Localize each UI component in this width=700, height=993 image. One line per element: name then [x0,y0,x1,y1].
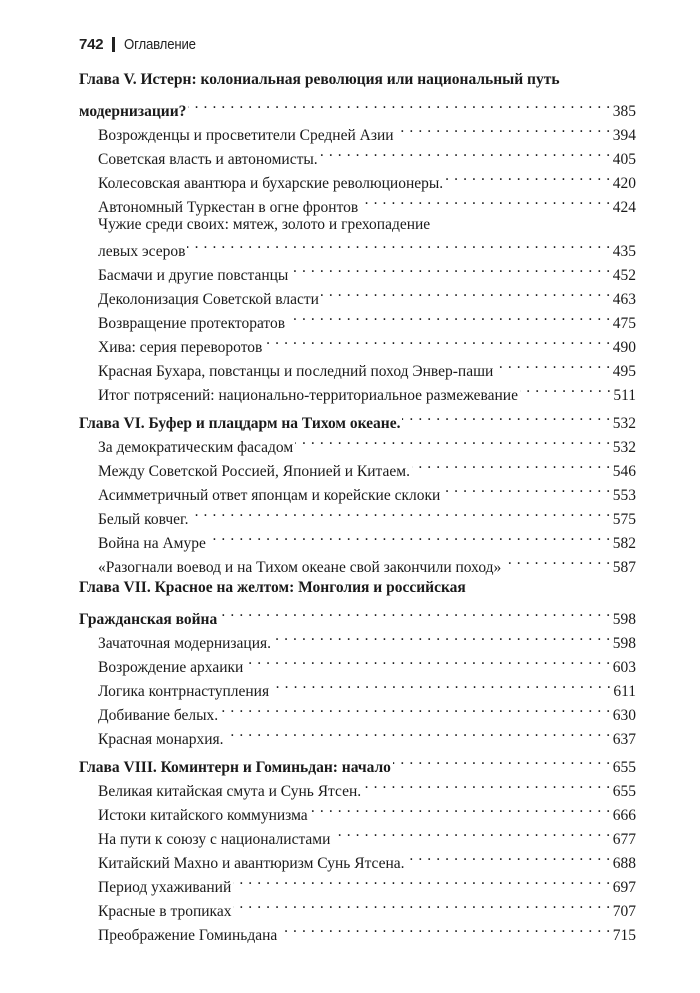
entry-title: Возрожденцы и просветители Средней Азии [98,127,394,144]
dot-leader [295,428,611,452]
entry-title: Война на Амуре [98,535,206,552]
dot-leader [220,696,611,720]
entry-page-number: 688 [612,855,636,872]
dot-leader [190,500,610,524]
header-separator [112,37,115,52]
section-title: Оглавление [123,36,196,53]
entry-title: Китайский Махно и авантюризм Сунь Ятсена. [98,855,405,872]
entry-title: За демократическим фасадом [98,439,294,456]
entry-page-number: 707 [612,903,636,920]
entry-title: Красная монархия. [98,731,224,748]
entry-page-number: 575 [612,511,636,528]
entry-title: Деколонизация Советской власти [98,291,319,308]
entry-title: Добивание белых. [98,707,219,724]
entry-page-number: 394 [612,127,636,144]
entry-title: Хива: серия переворотов [98,339,263,356]
entry-title: Басмачи и другие повстанцы [98,267,289,284]
chapter-heading[interactable] [79,576,636,600]
entry-title: Между Советской Россией, Японией и Китаем. [98,463,410,480]
entry-page-number: 495 [612,363,636,380]
entry-page-number: 511 [613,387,636,404]
dot-leader [412,452,611,476]
entry-title: Колесовская авантюра и бухарские революционеры. [98,175,444,192]
dot-leader [226,720,611,744]
entry-page-number: 424 [612,199,636,216]
entry-title: Красная Бухара, повстанцы и последний поход Энвер-паши [98,363,494,380]
dot-leader [287,304,611,328]
entry-page-number: 532 [612,439,636,456]
entry-title: Асимметричный ответ японцам и корейские склоки [98,487,441,504]
entry-title: Гражданская война [79,611,218,628]
dot-leader [320,140,611,164]
dot-leader [219,600,611,624]
dot-leader [233,868,611,892]
dot-leader [363,772,611,796]
entry-page-number: 532 [612,415,636,432]
entry-page-number: 715 [612,927,636,944]
entry-page-number: 655 [612,759,636,776]
entry-page-number: 435 [612,243,636,260]
section-title-line1: Чужие среди своих: мятеж, золото и грехопадение [98,216,431,233]
dot-leader [310,796,611,820]
dot-leader [495,352,610,376]
dot-leader [208,524,611,548]
dot-leader [233,892,610,916]
dot-leader [321,280,611,304]
entry-title: Возвращение протекторатов [98,315,286,332]
chapter-heading-line2[interactable] [79,92,636,120]
entry-page-number: 677 [612,831,636,848]
entry-page-number: 598 [612,611,636,628]
entry-page-number: 611 [613,683,636,700]
entry-page-number: 630 [612,707,636,724]
entry-title: Белый ковчег. [98,511,189,528]
running-header [79,36,206,53]
dot-leader [396,116,611,140]
chapter-heading-line2[interactable] [79,600,636,628]
entry-title: Итог потрясений: национально-территориальное размежевание [98,387,518,404]
chapter-title-line1: Глава VII. Красное на желтом: Монголия и российская [79,579,466,596]
entry-page-number: 385 [612,103,636,120]
entry-title: Период ухаживаний [98,879,232,896]
section-entry[interactable] [79,212,636,232]
entry-title: Зачаточная модернизация. [98,635,272,652]
entry-title: Автономный Туркестан в огне фронтов [98,199,359,216]
entry-page-number: 655 [612,783,636,800]
entry-page-number: 666 [612,807,636,824]
dot-leader [279,916,610,940]
dot-leader [245,648,610,672]
dot-leader [442,476,610,500]
dot-leader [273,624,611,648]
entry-title: модернизации? [79,103,187,120]
table-of-contents [79,68,636,944]
entry-page-number: 697 [612,879,636,896]
entry-title: На пути к союзу с националистами [98,831,331,848]
entry-page-number: 603 [612,659,636,676]
entry-page-number: 553 [612,487,636,504]
dot-leader [264,328,610,352]
entry-page-number: 637 [612,731,636,748]
entry-title: Логика контрнаступления [98,683,270,700]
entry-title: «Разогнали воевод и на Тихом океане свой закончили поход» [98,559,502,576]
dot-leader [503,548,610,572]
dot-leader [360,188,611,212]
entry-page-number: 420 [612,175,636,192]
entry-title: Возрождение архаики [98,659,244,676]
dot-leader [187,232,610,256]
entry-title: Преображение Гоминьдана [98,927,278,944]
entry-page-number: 452 [612,267,636,284]
entry-page-number: 463 [612,291,636,308]
entry-page-number: 598 [612,635,636,652]
page-number: 742 [79,36,104,53]
entry-title: Красные в тропиках [98,903,232,920]
dot-leader [188,92,610,116]
entry-title: Глава VIII. Коминтерн и Гоминьдан: начало [79,759,391,776]
dot-leader [290,256,610,280]
entry-page-number: 587 [612,559,636,576]
entry-title: Глава VI. Буфер и плацдарм на Тихом океане. [79,415,401,432]
dot-leader [393,748,611,772]
entry-title: Советская власть и автономисты. [98,151,318,168]
entry-page-number: 405 [612,151,636,168]
dot-leader [407,844,611,868]
dot-leader [445,164,611,188]
dot-leader [402,404,610,428]
dot-leader [271,672,611,696]
entry-title: Истоки китайского коммунизма [98,807,308,824]
dot-leader [520,376,611,400]
chapter-heading[interactable] [79,68,636,92]
entry-page-number: 582 [612,535,636,552]
entry-title: Великая китайская смута и Сунь Ятсен. [98,783,362,800]
chapter-title-line1: Глава V. Истерн: колониальная революция или национальный путь [79,71,560,88]
entry-title: левых эсеров [98,243,186,260]
dot-leader [332,820,610,844]
entry-page-number: 490 [612,339,636,356]
entry-page-number: 475 [612,315,636,332]
entry-page-number: 546 [612,463,636,480]
